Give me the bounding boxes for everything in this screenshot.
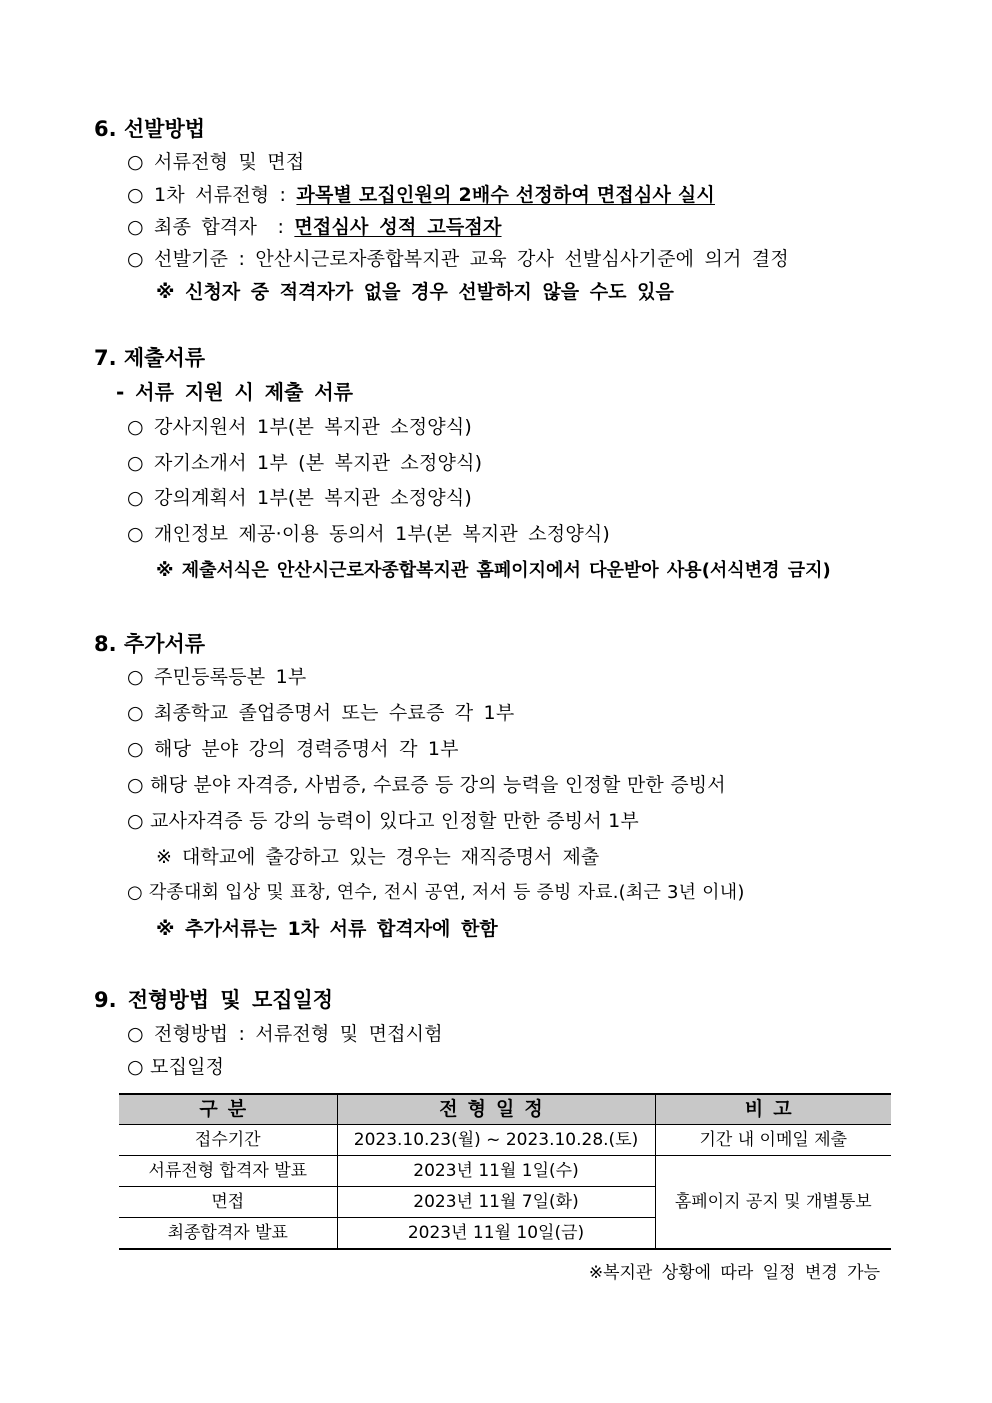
section-7-heading: 7. 제출서류	[94, 346, 206, 370]
row-remark: 기간 내 이메일 제출	[655, 1125, 891, 1156]
section-8-heading: 8. 추가서류	[94, 632, 206, 656]
table-header-category: 구분	[119, 1094, 337, 1125]
s7-item-3: ○ 강의계획서 1부(본 복지관 소정양식)	[127, 487, 473, 509]
schedule-table	[119, 1093, 891, 1250]
row-label: 접수기간	[119, 1125, 337, 1156]
row-label: 최종합격자 발표	[119, 1218, 337, 1250]
s8-item-6: ○ 각종대회 입상 및 표창, 연수, 전시 공연, 저서 등 증빙 자료.(최근 3년 이내)	[127, 882, 745, 903]
table-header-remark: 비고	[655, 1094, 891, 1125]
section-6-heading: 6. 선발방법	[94, 117, 206, 141]
row-label: 서류전형 합격자 발표	[119, 1156, 337, 1187]
s6-item-1: ○ 서류전형 및 면접	[127, 151, 305, 173]
table-row	[119, 1156, 891, 1187]
s6-item-2-emphasis: 과목별 모집인원의 2배수 선정하여 면접심사 실시	[296, 184, 715, 206]
table-header-schedule: 전형일정	[337, 1094, 655, 1125]
s8-item-1: ○ 주민등록등본 1부	[127, 666, 307, 688]
table-row	[119, 1125, 891, 1156]
s9-item-2: ○ 모집일정	[127, 1056, 225, 1078]
s6-item-4: ○ 선발기준 : 안산시근로자종합복지관 교육 강사 선발심사기준에 의거 결정	[127, 248, 789, 270]
s8-item-3: ○ 해당 분야 강의 경력증명서 각 1부	[127, 738, 459, 760]
s8-note: ※ 추가서류는 1차 서류 합격자에 한함	[156, 918, 498, 940]
s9-item-1: ○ 전형방법 : 서류전형 및 면접시험	[127, 1023, 443, 1045]
s6-item-2	[127, 186, 715, 205]
schedule-footnote: ※복지관 상황에 따라 일정 변경 가능	[588, 1263, 880, 1283]
row-date: 2023년 11월 1일(수)	[337, 1156, 655, 1187]
table-header-row	[119, 1094, 891, 1125]
s8-item-2: ○ 최종학교 졸업증명서 또는 수료증 각 1부	[127, 702, 515, 724]
s7-item-4: ○ 개인정보 제공·이용 동의서 1부(본 복지관 소정양식)	[127, 523, 611, 545]
row-date: 2023년 11월 10일(금)	[337, 1218, 655, 1250]
row-date: 2023.10.23(월) ~ 2023.10.28.(토)	[337, 1125, 655, 1156]
section-9-heading: 9. 전형방법 및 모집일정	[94, 988, 334, 1012]
s6-item-2-label: ○ 1차 서류전형 :	[127, 184, 297, 206]
s8-item-4: ○ 해당 분야 자격증, 사범증, 수료증 등 강의 능력을 인정할 만한 증빙서	[127, 774, 726, 796]
s7-item-2: ○ 자기소개서 1부 (본 복지관 소정양식)	[127, 452, 483, 474]
s6-item-3	[127, 218, 502, 237]
merged-remark: 홈페이지 공지 및 개별통보	[655, 1156, 891, 1250]
s6-note: ※ 신청자 중 적격자가 없을 경우 선발하지 않을 수도 있음	[156, 281, 674, 303]
s6-item-3-emphasis: 면접심사 성적 고득점자	[294, 216, 502, 238]
s8-subnote: ※ 대학교에 출강하고 있는 경우는 재직증명서 제출	[156, 846, 600, 868]
row-label: 면접	[119, 1187, 337, 1218]
s7-item-1: ○ 강사지원서 1부(본 복지관 소정양식)	[127, 416, 473, 438]
s6-item-3-label: ○ 최종 합격자 :	[127, 216, 295, 238]
s7-note: ※ 제출서식은 안산시근로자종합복지관 홈페이지에서 다운받아 사용(서식변경 금지)	[156, 560, 831, 581]
s7-subheading: - 서류 지원 시 제출 서류	[116, 380, 353, 404]
row-date: 2023년 11월 7일(화)	[337, 1187, 655, 1218]
s8-item-5: ○ 교사자격증 등 강의 능력이 있다고 인정할 만한 증빙서 1부	[127, 810, 639, 832]
